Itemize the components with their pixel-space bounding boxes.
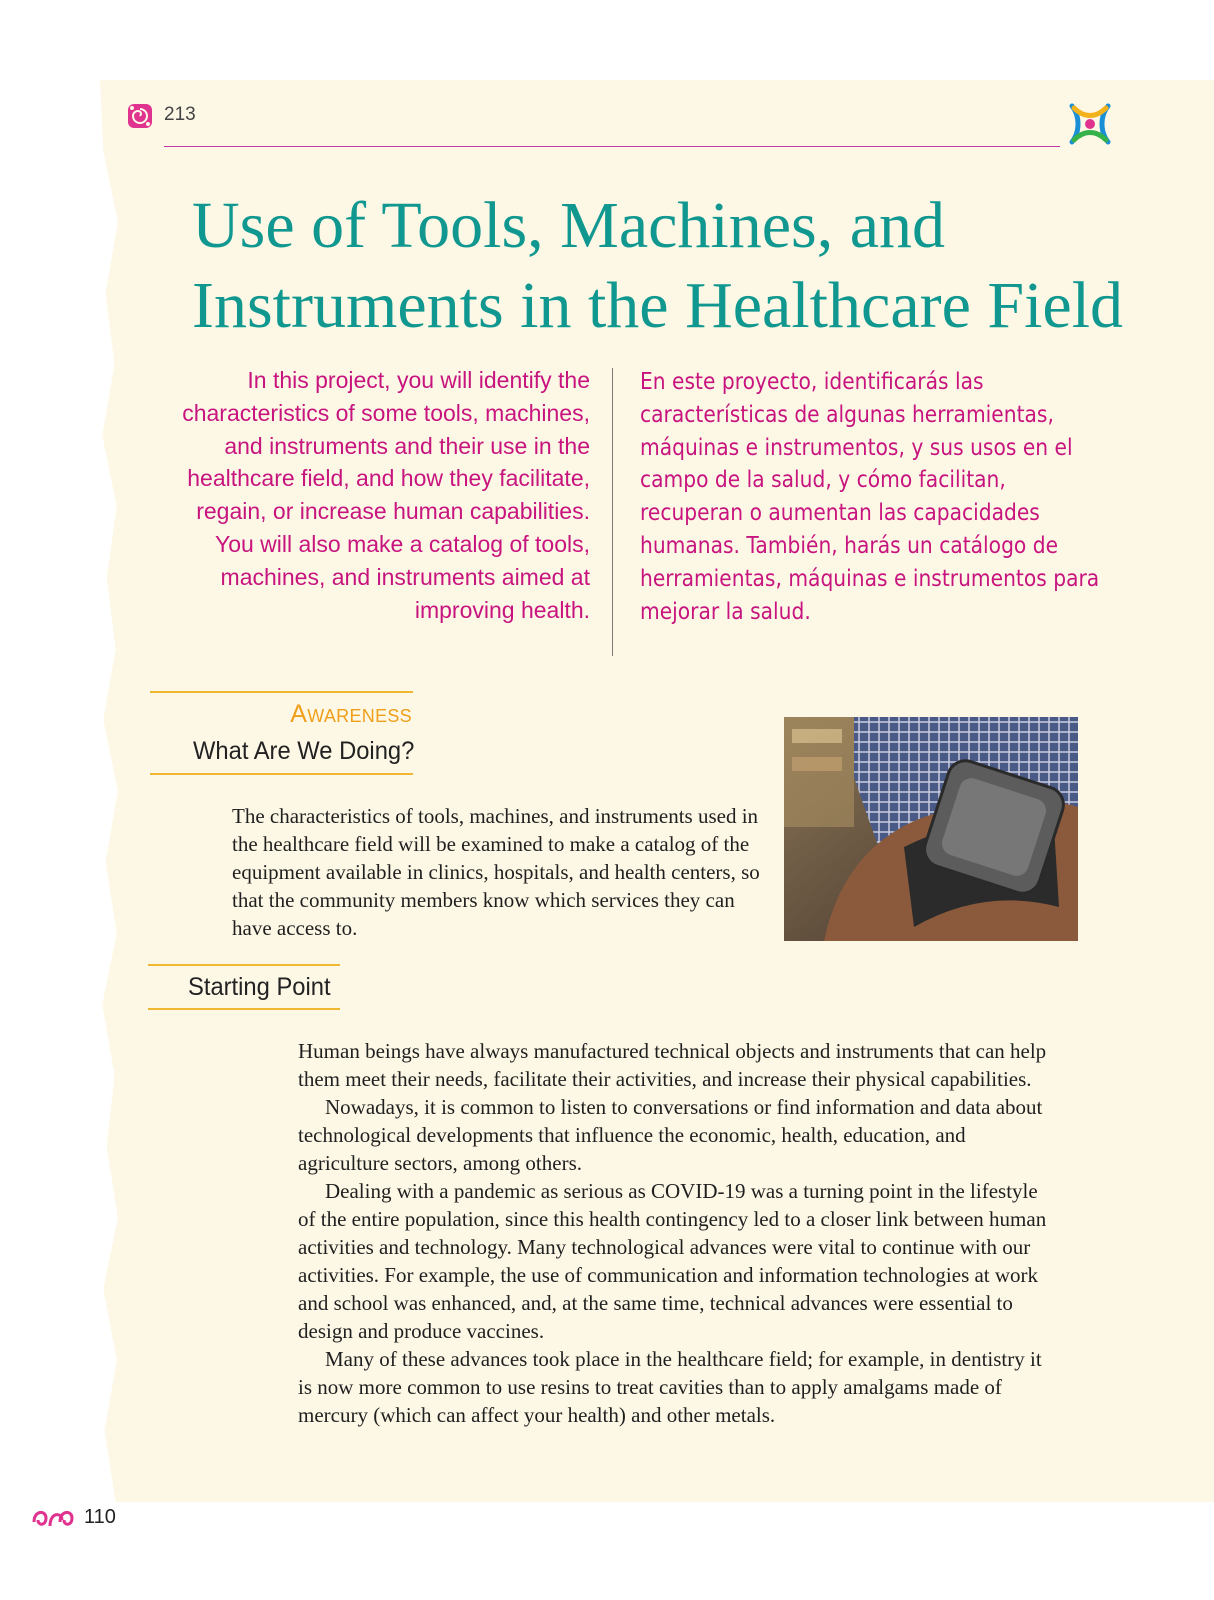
intro-english: In this project, you will identify the characteristics of some tools, machines, and instruments and their use in the healthcare field, and how they facilitate, regain, or increase human capabilities. You will also make a catalog of tools, machines, and instruments aimed at improving health.	[182, 367, 590, 623]
spiral-glyph-icon	[126, 102, 154, 130]
what-are-we-doing-heading: What Are We Doing?	[193, 737, 415, 765]
awareness-label: Awareness	[290, 700, 412, 728]
footer-page-number: 110	[84, 1506, 116, 1528]
awareness-top-rule	[150, 691, 413, 693]
community-logo-icon	[1064, 98, 1116, 150]
intro-divider	[612, 368, 613, 656]
starting-point-body	[298, 1037, 1050, 1429]
starting-point-bottom-rule	[148, 1008, 340, 1010]
starting-point-heading: Starting Point	[188, 973, 331, 1001]
page-title	[192, 186, 1152, 346]
starting-point-top-rule	[148, 964, 340, 966]
blood-pressure-monitor-image	[784, 717, 1078, 941]
paragraph: Human beings have always manufactured technical objects and instruments that can help them meet their needs, facilitate their activities, and increase their physical capabilities.	[298, 1039, 1047, 1091]
title-line-1: Use of Tools, Machines, and	[192, 189, 946, 262]
ornament-glyph-icon	[30, 1504, 76, 1532]
title-line-2: Instruments in the Healthcare Field	[192, 269, 1124, 342]
header-rule	[164, 146, 1060, 147]
paragraph: Many of these advances took place in the healthcare field; for example, in dentistry it is now more common to use resins to treat cavities than to apply amalgams made of mercury (which can affect your health) and other metals.	[298, 1347, 1042, 1427]
paragraph: Dealing with a pandemic as serious as COVID-19 was a turning point in the lifestyle of the entire population, since this health contingency led to a closer link between human activities and technology. Many technological advances were vital to continue with our activities. For example, the use of communication and information technologies at work and school was enhanced, and, at the same time, technical advances were essential to design and produce vaccines.	[298, 1179, 1047, 1343]
intro-spanish: En este proyecto, identificarás las características de algunas herramientas, máquinas e instrumentos, y sus usos en el campo de la salud, y cómo facilitan, recuperan o aumentan las capacidades humanas. También, harás un catálogo de herramientas, máquinas e instrumentos para mejorar la salud.	[640, 369, 1100, 625]
awareness-bottom-rule	[150, 773, 413, 775]
awareness-body: The characteristics of tools, machines, and instruments used in the healthcare field will be examined to make a catalog of the equipment available in clinics, hospitals, and health centers, so that the community members know which services they can have access to.	[232, 804, 760, 940]
header-page-number: 213	[164, 104, 196, 125]
paragraph: Nowadays, it is common to listen to conversations or find information and data about technological developments that influence the economic, health, education, and agriculture sectors, among others.	[298, 1095, 1043, 1175]
blood-pressure-photo	[784, 717, 1078, 941]
